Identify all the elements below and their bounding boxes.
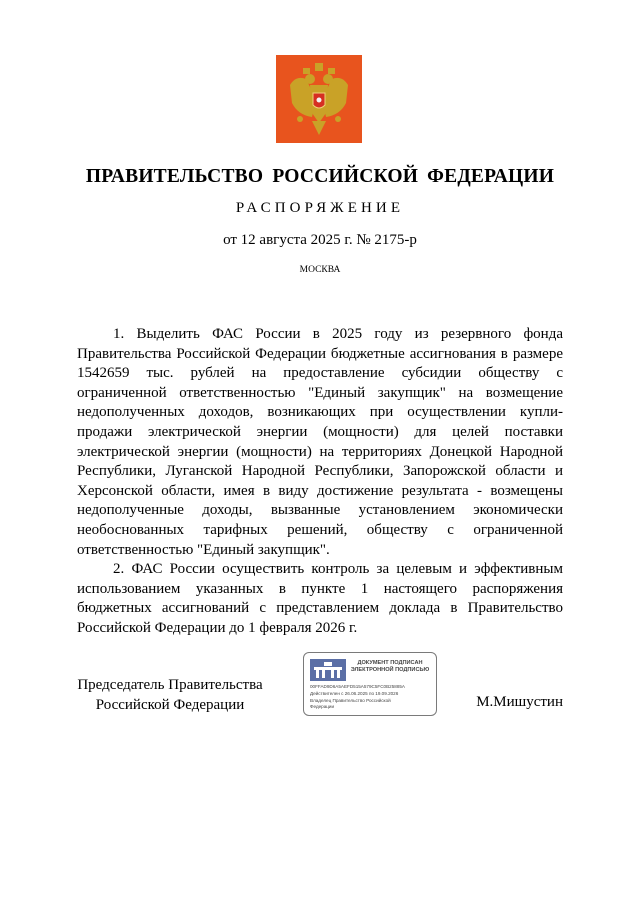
government-building-icon: [310, 659, 346, 681]
document-type: РАСПОРЯЖЕНИЕ: [235, 200, 405, 216]
paragraph-1: 1. Выделить ФАС России в 2025 году из резервного фонда Правительства Российской Федерации бюджетные ассигнования в размере 1542659 тыс. рублей на предоставление субсидии обществу с ограниченной ответственностью "Единый закупщик" на возмещение недополученных доходов, возникающих при осуществлении купли-продажи электрической энергии (мощности) для целей поставки электрической энергии (мощности) на территориях Донецкой Народной Республики, Луганской Народной Республики, Запорожской области и Херсонской области, имея в виду достижение результата - возмещены недополученные доходы, вызванные установлением экономически необоснованных тарифных решений, обществу с ограниченной ответственностью "Единый закупщик".: [77, 326, 563, 558]
document-body: [77, 325, 563, 639]
stamp-heading: [346, 660, 434, 674]
stamp-owner-line-2: Федерации: [310, 704, 335, 709]
signatory-position-line-1: Председатель Правительства: [77, 677, 263, 693]
paragraph-2: 2. ФАС России осуществить контроль за целевым и эффективным использованием указанных в пункте 1 настоящего распоряжения бюджетных ассигнований с представлением доклада в Правительство Российской Федерации до 1 февраля 2026 г.: [77, 561, 563, 636]
page-title: ПРАВИТЕЛЬСТВО РОССИЙСКОЙ ФЕДЕРАЦИИ: [85, 166, 555, 187]
signatory-position-line-2: Российской Федерации: [95, 696, 245, 713]
document-date-number: от 12 августа 2025 г. № 2175-р: [223, 232, 417, 248]
stamp-certificate: 00FFAD9D6A5AEFD515A579C5FC0B25885A: [310, 684, 405, 689]
stamp-heading-line-1: ДОКУМЕНТ ПОДПИСАН: [357, 660, 423, 666]
stamp-owner-line-1: Владелец Правительство Российской: [310, 698, 391, 703]
document-city: МОСКВА: [299, 265, 341, 275]
stamp-heading-line-2: ЭЛЕКТРОННОЙ ПОДПИСЬЮ: [350, 667, 430, 673]
state-emblem: [276, 55, 362, 143]
electronic-signature-stamp: [303, 652, 437, 716]
coat-of-arms-icon: [276, 55, 362, 143]
signatory-name: М.Мишустин: [476, 694, 563, 710]
signatory-position: [60, 676, 280, 715]
stamp-validity: Действителен с 26.06.2025 по 19.09.2026: [310, 691, 399, 696]
